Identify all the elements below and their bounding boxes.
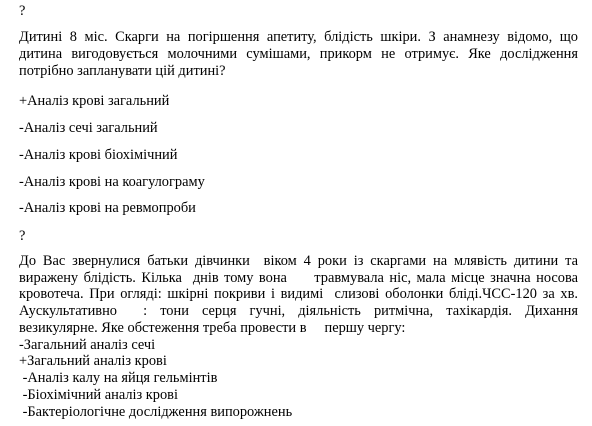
question-1-stem-line-3: потрібно запланувати цій дитині? (19, 63, 226, 79)
question-1-stem-line-2: дитина вигодовується молочними сумішами, прикорм не отримує. Яке дослідження (19, 46, 578, 62)
question-1-marker: ? (19, 3, 26, 19)
question-2-stem-line-4: Аускультативно : тони серця гучні, діяльність ритмічна, тахікардія. Дихання (19, 303, 578, 320)
question-2-stem-line-2: виражену блідість. Кілька днів тому вона травмувала ніс, мала місце значна носова (19, 269, 578, 286)
question-1-option-2: -Аналіз сечі загальний (19, 120, 158, 136)
question-2-option-3: -Біохімічний аналіз крові (19, 387, 178, 403)
question-1-stem-line-1: Дитині 8 міс. Скарги на погіршення апетиту, блідість шкіри. З анамнезу відомо, що (19, 29, 578, 45)
question-2-option-1: +Загальний аналіз крові (19, 353, 167, 369)
question-2-marker: ? (19, 228, 26, 244)
question-2-stem-line-1: До Вас звернулися батьки дівчинки віком 4 роки із скаргами на млявість дитини та (19, 253, 578, 269)
question-1-option-5: -Аналіз крові на ревмопроби (19, 200, 196, 216)
question-1-option-1: +Аналіз крові загальний (19, 93, 170, 109)
question-2-stem-line-6: -Загальний аналіз сечі (19, 336, 156, 353)
question-2-option-4: -Бактеріологічне дослідження випорожнень (19, 404, 293, 420)
question-1-stem (19, 29, 578, 80)
question-2-stem (19, 253, 578, 353)
question-1-option-3: -Аналіз крові біохімічний (19, 147, 178, 163)
question-1-option-4: -Аналіз крові на коагулограму (19, 174, 205, 190)
question-2-stem-line-5: везикулярне. Яке обстеження треба провести в першу чергу: (19, 319, 406, 336)
question-2-option-2: -Аналіз калу на яйця гельмінтів (19, 370, 218, 386)
question-2-stem-line-3: кровотеча. При огляді: шкірні покриви і видимі слизові оболонки бліді.ЧСС-120 за хв. (19, 286, 578, 303)
